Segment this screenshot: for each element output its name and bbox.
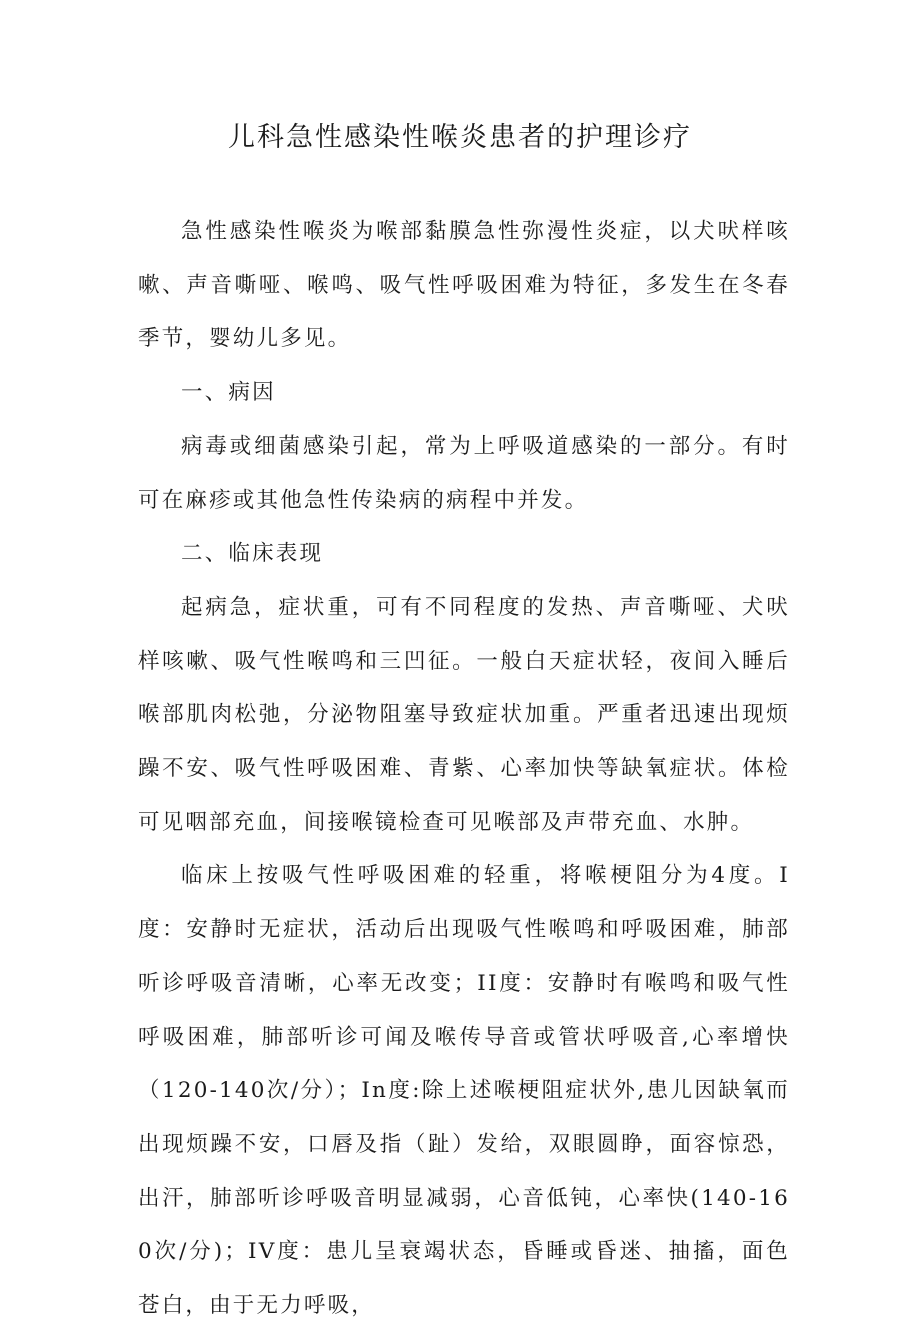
intro-paragraph: 急性感染性喉炎为喉部黏膜急性弥漫性炎症，以犬吠样咳嗽、声音嘶哑、喉鸣、吸气性呼吸困难为特征，多发生在冬春季节，婴幼儿多见。 bbox=[138, 219, 790, 352]
clinical-paragraph-grading: 临床上按吸气性呼吸困难的轻重，将喉梗阻分为4度。I度：安静时无症状，活动后出现吸气性喉鸣和呼吸困难，肺部听诊呼吸音清晰，心率无改变；II度：安静时有喉鸣和吸气性呼吸困难，肺部听诊可闻及喉传导音或管状呼吸音,心率增快（120-140次/分）；In度:除上述喉梗阻症状外,患儿因缺氧而出现烦躁不安，口唇及指（趾）发给，双眼圆睁，面容惊恐，出汗，肺部听诊呼吸音明显减弱，心音低钝，心率快(140-160次/分)；IV度：患儿呈衰竭状态，昏睡或昏迷、抽搐，面色苍白，由于无力呼吸， bbox=[138, 863, 790, 1319]
section-heading-clinical: 二、临床表现 bbox=[181, 541, 324, 567]
etiology-paragraph: 病毒或细菌感染引起，常为上呼吸道感染的一部分。有时可在麻疹或其他急性传染病的病程中并发。 bbox=[138, 433, 790, 513]
document-title: 儿科急性感染性喉炎患者的护理诊疗 bbox=[228, 122, 692, 153]
clinical-paragraph-symptoms: 起病急，症状重，可有不同程度的发热、声音嘶哑、犬吠样咳嗽、吸气性喉鸣和三凹征。一般白天症状轻，夜间入睡后喉部肌肉松弛，分泌物阻塞导致症状加重。严重者迅速出现烦躁不安、吸气性呼吸困难、青紫、心率加快等缺氧症状。体检可见咽部充血，间接喉镜检查可见喉部及声带充血、水肿。 bbox=[138, 594, 790, 835]
section-heading-etiology: 一、病因 bbox=[181, 380, 276, 406]
document-body bbox=[138, 205, 790, 1333]
